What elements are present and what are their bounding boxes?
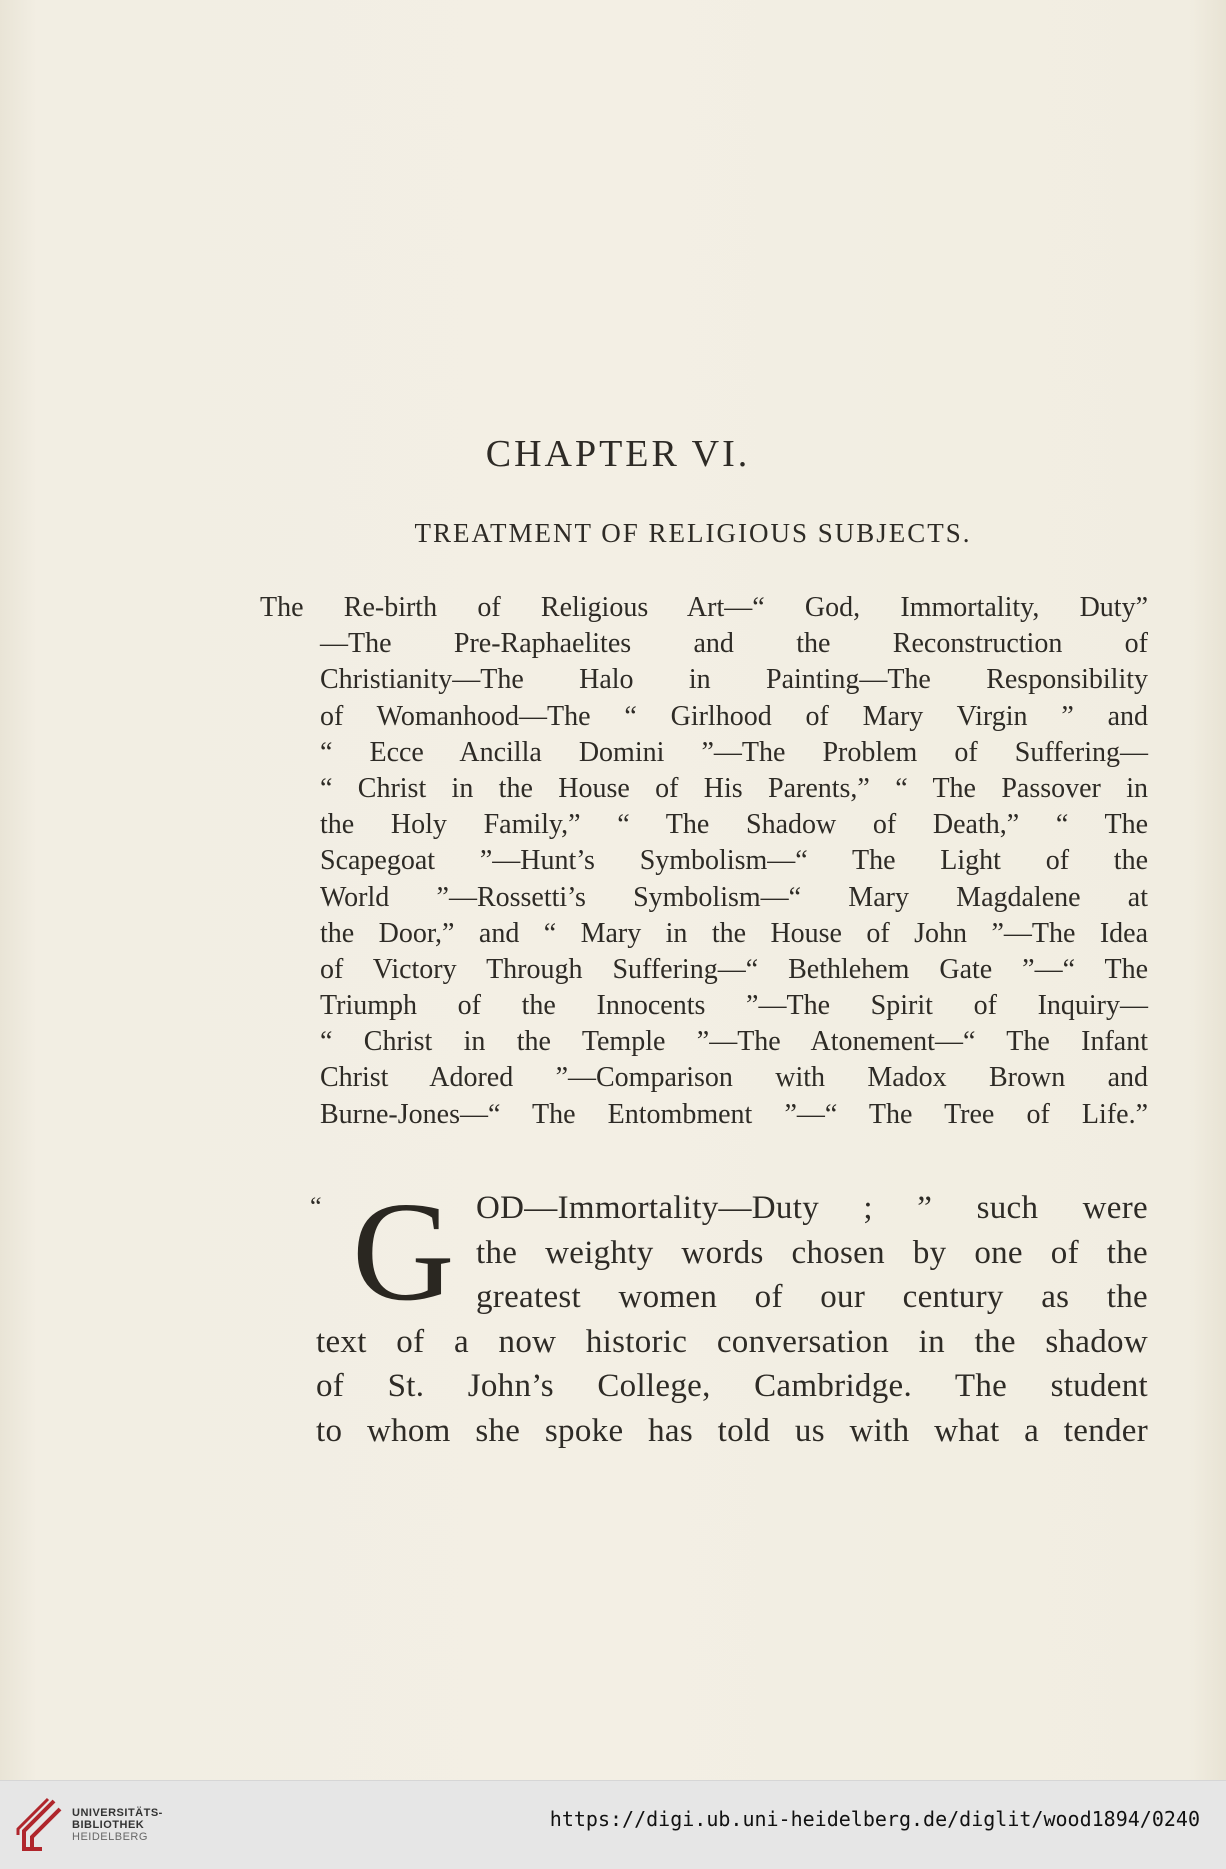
synopsis-line: Triumph of the Innocents ”—The Spirit of Inquiry— [320,990,1148,1022]
chapter-synopsis [260,590,1148,1133]
chapter-subtitle: TREATMENT OF RELIGIOUS SUBJECTS. [414,518,972,548]
library-name-line: UNIVERSITÄTS- [72,1807,163,1819]
synopsis-line: the Door,” and “ Mary in the House of John ”—The Idea [320,917,1148,949]
viewer-footer [0,1780,1226,1869]
synopsis-line: of Victory Through Suffering—“ Bethlehem Gate ”—“ The [320,953,1148,985]
synopsis-line: Christ Adored ”—Comparison with Madox Brown and [320,1062,1148,1094]
synopsis-line: “ Christ in the House of His Parents,” “ The Passover in [320,772,1148,804]
library-name-line: HEIDELBERG [72,1831,148,1843]
chapter-title: CHAPTER VI. [485,433,751,475]
synopsis-line: the Holy Family,” “ The Shadow of Death,” “ The [320,809,1148,841]
body-paragraph [316,1186,1148,1453]
opening-quote-mark: “ [310,1192,322,1221]
synopsis-line: Scapegoat ”—Hunt’s Symbolism—“ The Light of the [320,845,1148,877]
library-name-line: BIBLIOTHEK [72,1819,145,1831]
body-line: OD—Immortality—Duty ; ” such were [476,1190,1148,1226]
synopsis-line: World ”—Rossetti’s Symbolism—“ Mary Magdalene at [320,881,1148,913]
body-line: to whom she spoke has told us with what a tender [316,1412,1148,1449]
drop-cap-letter: G [352,1172,455,1330]
permalink-url[interactable]: https://digi.ub.uni-heidelberg.de/diglit/wood1894/0240 [549,1807,1200,1831]
synopsis-line: “ Christ in the Temple ”—The Atonement—“ The Infant [320,1026,1148,1058]
library-name [72,1807,163,1843]
synopsis-line: “ Ecce Ancilla Domini ”—The Problem of Suffering— [320,736,1148,768]
synopsis-line: Christianity—The Halo in Painting—The Responsibility [320,664,1148,696]
library-logo-icon [14,1795,68,1855]
synopsis-line: —The Pre-Raphaelites and the Reconstruction of [320,628,1148,660]
synopsis-line: Burne-Jones—“ The Entombment ”—“ The Tree of Life.” [320,1098,1148,1130]
synopsis-line: The Re-birth of Religious Art—“ God, Immortality, Duty” [260,592,1148,623]
synopsis-line: of Womanhood—The “ Girlhood of Mary Virgin ” and [320,700,1148,732]
body-line: text of a now historic conversation in the shadow [316,1323,1148,1360]
body-line: of St. John’s College, Cambridge. The student [316,1368,1148,1404]
body-line: greatest women of our century as the [476,1279,1148,1315]
body-line: the weighty words chosen by one of the [476,1234,1148,1271]
